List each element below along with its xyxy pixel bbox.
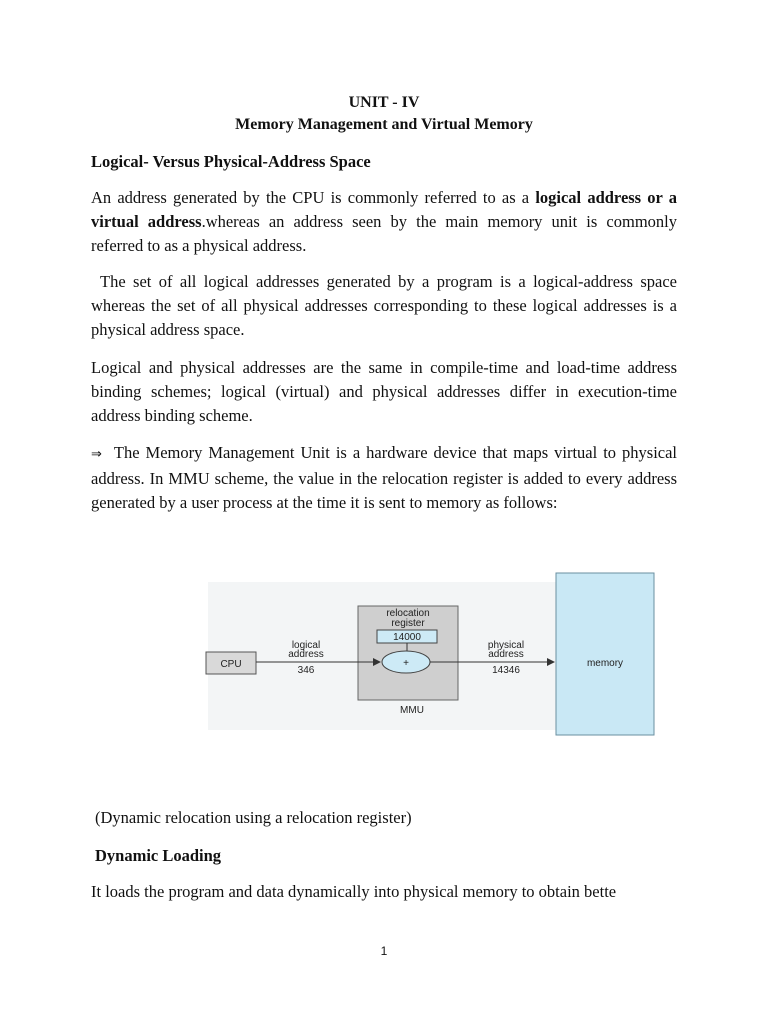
physical-label-1: physical [487,640,525,651]
paragraph-address-space [91,270,677,342]
cpu-label: CPU [220,659,242,670]
paragraph-text: Logical and physical addresses are the same in compile-time and load-time address binding schemes; logical (virtual) and physical addresses differ in execution-time address binding scheme. [91,358,677,425]
paragraph-dynamic-loading [91,880,691,904]
adder-sign: + [403,658,409,669]
logical-value: 346 [297,665,315,676]
paragraph-binding-schemes [91,356,677,428]
paragraph-text: The Memory Management Unit is a hardware device that maps virtual to physical address. In MMU scheme, the value in the relocation register is added to every address generated by a user process at the time it is sent to memory as follows: [91,443,678,512]
paragraph-text: It loads the program and data dynamically into physical memory to obtain bette [91,882,617,901]
section-heading-address-space: Logical- Versus Physical-Address Space [91,152,371,171]
memory-label: memory [586,658,624,669]
physical-label-2: address [488,649,524,660]
diagram-caption: (Dynamic relocation using a relocation register) [95,808,412,827]
memory-box [556,573,654,735]
logical-label-2: address [288,649,324,660]
bold-term: logical address or a virtual address [91,188,677,231]
page-title: Memory Management and Virtual Memory [235,116,533,133]
paragraph-mmu [91,441,677,515]
mmu-label: MMU [400,705,424,716]
relocation-value: 14000 [393,632,421,643]
mmu-relocation-diagram [200,570,660,740]
page-number: 1 [380,944,388,958]
physical-value: 14346 [492,665,520,676]
relocation-label-1: relocation [386,608,430,619]
paragraph-text: The set of all logical addresses generated by a program is a logical-address space whereas the set of all physical addresses corresponding to these logical addresses is a physical address space. [91,272,677,339]
paragraph-text: An address generated by the CPU is commonly referred to as a [91,188,536,207]
relocation-label-2: register [391,618,425,629]
paragraph-logical-address [91,186,677,258]
logical-label-1: logical [291,640,321,651]
arrow-icon: ⇒ [91,447,102,462]
unit-label: UNIT - IV [348,94,420,111]
section-heading-dynamic-loading: Dynamic Loading [95,846,222,865]
paragraph-text: .whereas an address seen by the main memory unit is commonly referred to as a physical address. [91,212,677,255]
